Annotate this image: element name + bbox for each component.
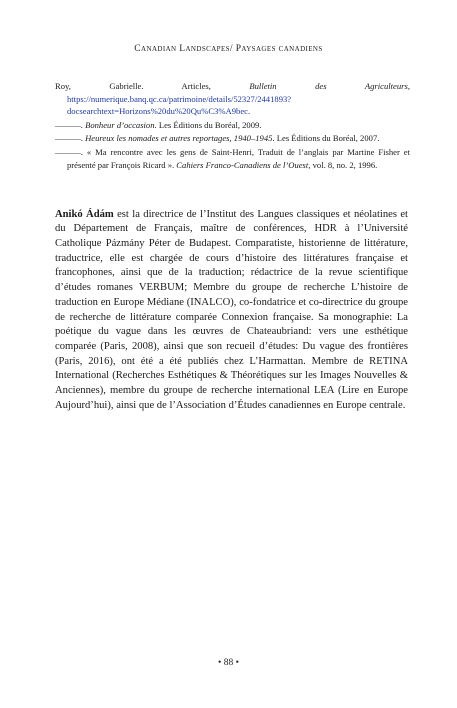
reference-text: . Les Éditions du Boréal, 2007. bbox=[272, 133, 380, 144]
reference-entry bbox=[55, 132, 410, 145]
reference-title: Bulletin des Agriculteurs bbox=[249, 81, 408, 91]
reference-entry: Roy, Gabrielle. Articles, Bulletin des Agriculteurs, https://numerique.banq.qc.ca/patrimoine/details/52327/2441893?docsearchtext=Horizons%20du%20Qu%C3%A9bec. bbox=[55, 81, 410, 117]
author-bio bbox=[55, 208, 408, 414]
page-number: • 88 • bbox=[218, 658, 239, 668]
running-head: Canadian Landscapes/ Paysages canadiens bbox=[134, 44, 323, 54]
bibliography bbox=[55, 80, 410, 172]
reference-link[interactable]: https://numerique.banq.qc.ca/patrimoine/details/52327/2441893?docsearchtext=Horizons%20du%20Qu%C3%A9bec bbox=[67, 93, 292, 117]
reference-text: . Les Éditions du Boréal, 2009. bbox=[154, 119, 262, 130]
reference-author: ———. bbox=[55, 146, 87, 157]
reference-author: ———. bbox=[55, 133, 86, 144]
reference-text: « Ma rencontre avec les gens de Saint-Henri, Traduit de l’anglais par Martine Fisher et présenté par François Ricard ». bbox=[67, 146, 410, 170]
reference-author: ———. bbox=[55, 119, 86, 130]
reference-entry: ———. « Ma rencontre avec les gens de Saint-Henri, Traduit de l’anglais par Martine Fisher et présenté par François Ricard ». Cahiers Franco-Canadiens de l’Ouest, vol. 8, no. 2, 1996. bbox=[55, 146, 410, 170]
reference-text: Articles, bbox=[143, 81, 250, 91]
reference-title: Heureux les nomades et autres reportages, 1940–1945 bbox=[85, 133, 273, 144]
reference-title: Bonheur d’occasion bbox=[85, 119, 155, 130]
author-name: Anikó Ádám bbox=[55, 208, 114, 220]
bio-text: est la directrice de l’Institut des Langues classiques et néolatines et du Département de Français, maître de conférences, HDR à l’Université Catholique Pázmány Péter de Budapest. Comparatiste, historienne de littérature, traductrice, elle est chargée de cours d’histoire des littératures française et francophones, ainsi que de la traduction; rédactrice de la revue scientifique d’études romanes VERBUM; Membre du groupe de recherche L’histoire de traduction en Europe Médiane (INALCO), co-fondatrice et co-directrice du groupe de recherche de littérature comparée Connexion française. Sa monographie: La poétique du vague dans les œuvres de Chateaubriand: vers une esthétique comparée (Paris, 2008), ainsi que son recueil d’études: Du vague des frontières (Paris, 2016), ont été a été publiés chez L’Harmattan. Membre de RETINA International (Recherches Esthétiques & Théorétiques sur les Images Nouvelles & Anciennes), membre du groupe de recherche international LEA (Lire en Europe Aujourd’hui), ainsi que de l’Association d’Études canadiennes en Europe centrale. bbox=[55, 208, 408, 411]
reference-title: Cahiers Franco-Canadiens de l’Ouest bbox=[176, 159, 309, 170]
reference-entry bbox=[55, 119, 410, 132]
reference-author: Roy, Gabrielle. bbox=[55, 81, 144, 91]
